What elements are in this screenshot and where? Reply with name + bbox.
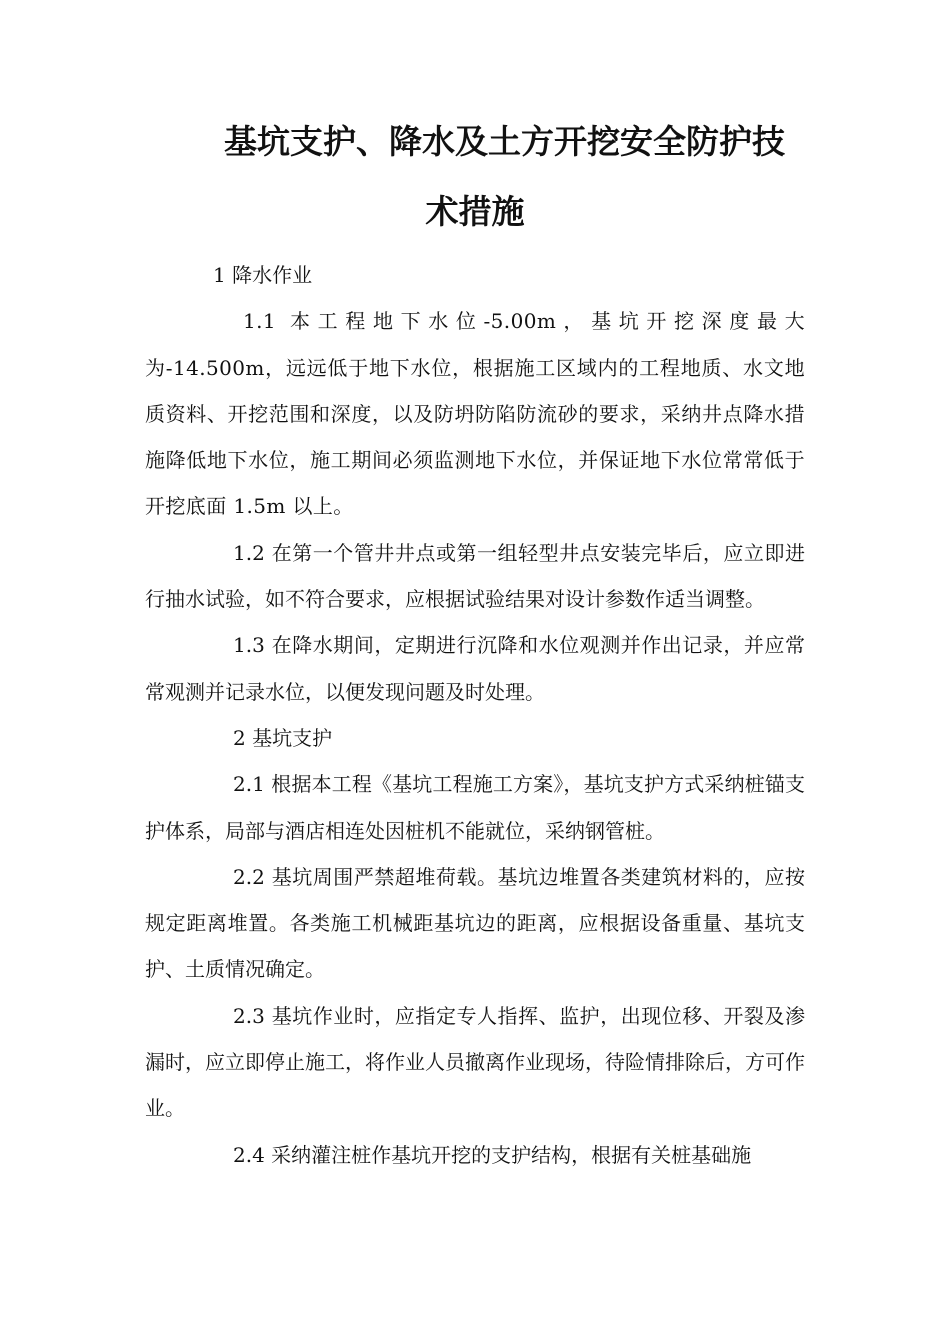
paragraph-1-3: 1.3 在降水期间，定期进行沉降和水位观测并作出记录，并应常常观测并记录水位，以便发现问题及时处理。: [145, 633, 805, 704]
paragraph-1-2: 1.2 在第一个管井井点或第一组轻型井点安装完毕后，应立即进行抽水试验，如不符合要求，应根据试验结果对设计参数作适当调整。: [145, 540, 805, 612]
paragraph-1-1: 1.1 本工程地下水位-5.00m，基坑开挖深度最大为-14.500m，远远低于地下水位，根据施工区域内的工程地质、水文地质资料、开挖范围和深度，以及防坍防陷防流砂的要求，采纳井点降水措施降低地下水位，施工期间必须监测地下水位，并保证地下水位常常低于开挖底面 1.5m 以上。: [145, 309, 805, 519]
section-heading-dewatering: 1 降水作业: [213, 263, 313, 287]
document-body: [145, 252, 805, 1178]
section-heading-pit-support: 2 基坑支护: [233, 725, 333, 750]
document-title-line-2: 术措施: [425, 192, 525, 231]
paragraph-2-4: 2.4 采纳灌注桩作基坑开挖的支护结构，根据有关桩基础施: [233, 1142, 752, 1167]
document-title-line-1: 基坑支护、降水及土方开挖安全防护技: [224, 122, 785, 161]
paragraph-2-2: 2.2 基坑周围严禁超堆荷载。基坑边堆置各类建筑材料的，应按规定距离堆置。各类施工机械距基坑边的距离，应根据设备重量、基坑支护、土质情况确定。: [145, 864, 805, 982]
paragraph-2-1: 2.1 根据本工程《基坑工程施工方案》，基坑支护方式采纳桩锚支护体系，局部与酒店相连处因桩机不能就位，采纳钢管桩。: [145, 772, 805, 843]
paragraph-2-3: 2.3 基坑作业时，应指定专人指挥、监护，出现位移、开裂及渗漏时，应立即停止施工，将作业人员撤离作业现场，待险情排除后，方可作业。: [145, 1003, 805, 1121]
